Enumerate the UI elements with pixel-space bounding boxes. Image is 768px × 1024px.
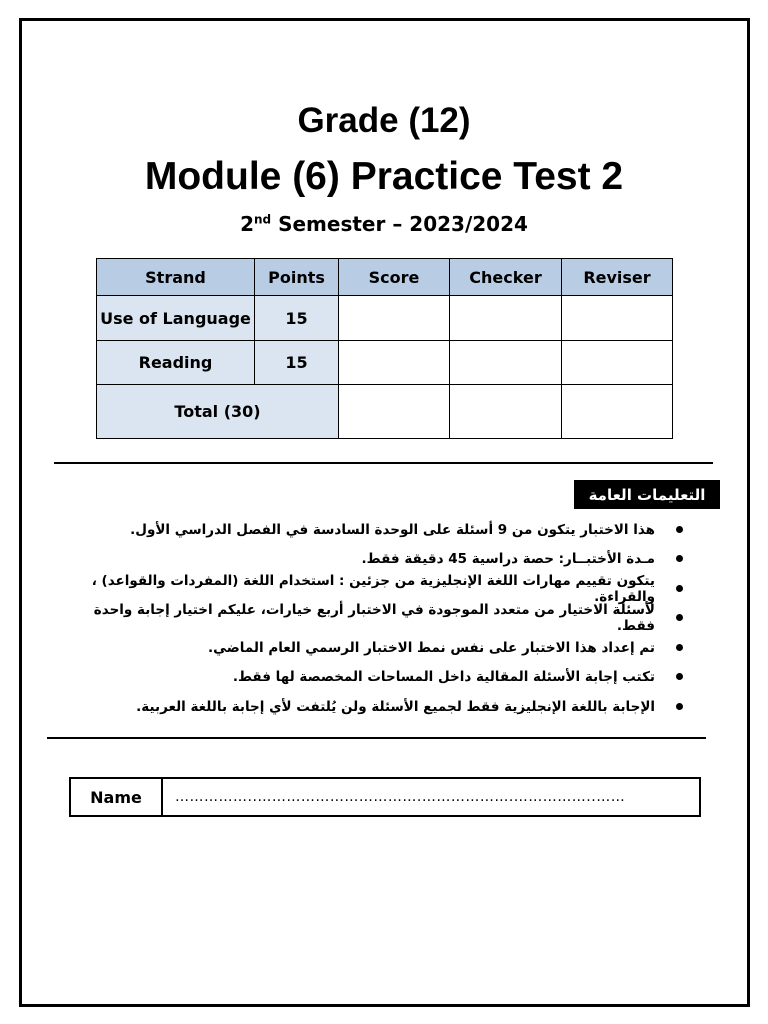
bullet-icon — [676, 526, 683, 533]
list-item — [60, 692, 685, 722]
reviser-cell[interactable] — [562, 296, 673, 341]
bullet-icon — [676, 644, 683, 651]
score-table-header-row — [97, 259, 673, 296]
instruction-text: تم إعداد هذا الاختبار على نفس نمط الاختبار الرسمي العام الماضي. — [207, 639, 655, 656]
bullet-icon — [676, 555, 683, 562]
semester-line — [0, 212, 768, 236]
points-use-of-language: 15 — [255, 296, 339, 341]
bullet-icon — [676, 585, 683, 592]
header-reviser: Reviser — [562, 259, 673, 296]
table-row-total — [97, 385, 673, 439]
instruction-text: تكتب إجابة الأسئلة المقالية داخل المساحات المخصصة لها فقط. — [232, 669, 655, 686]
grade-title: Grade (12) — [297, 101, 471, 140]
score-cell[interactable] — [339, 296, 450, 341]
instructions-list — [60, 515, 685, 722]
reviser-cell[interactable] — [562, 341, 673, 385]
instruction-text: الإجابة باللغة الإنجليزية فقط لجميع الأسئلة ولن يُلتفت لأي إجابة باللغة العربية. — [136, 698, 655, 715]
list-item — [60, 574, 685, 604]
score-cell[interactable] — [339, 341, 450, 385]
checker-cell[interactable] — [450, 341, 562, 385]
name-field — [69, 777, 701, 817]
score-table — [96, 258, 673, 439]
header-score: Score — [339, 259, 450, 296]
instruction-text: مـدة الأختبــار: حصة دراسية 45 دقيقة فقط. — [361, 551, 655, 568]
table-row — [97, 296, 673, 341]
total-label: Total (30) — [97, 385, 339, 439]
module-title: Module (6) Practice Test 2 — [144, 155, 624, 198]
total-reviser-cell[interactable] — [562, 385, 673, 439]
list-item — [60, 515, 685, 545]
instruction-text: لأسئلة الاختيار من متعدد الموجودة في الاختبار أربع خيارات، عليكم اختيار إجابة واحدة فقط. — [93, 602, 655, 635]
name-label: Name — [71, 779, 163, 815]
divider-top — [54, 462, 713, 464]
instructions-heading: التعليمات العامة — [574, 480, 720, 509]
name-input-line[interactable]: ……………..…………………………….……………….……………..…… — [175, 789, 626, 805]
semester-years: Semester – 2023/2024 — [271, 212, 528, 236]
instruction-text: يتكون تقييم مهارات اللغة الإنجليزية من جزئين : استخدام اللغة (المفردات والقواعد) ، والقراءة. — [91, 572, 655, 605]
bullet-icon — [676, 614, 683, 621]
list-item — [60, 633, 685, 663]
list-item — [60, 545, 685, 575]
bullet-icon — [676, 673, 683, 680]
table-row — [97, 341, 673, 385]
checker-cell[interactable] — [450, 296, 562, 341]
list-item — [60, 604, 685, 634]
divider-bottom — [47, 737, 706, 739]
semester-ordinal: 2 — [240, 212, 254, 236]
header-checker: Checker — [450, 259, 562, 296]
header-strand: Strand — [97, 259, 255, 296]
bullet-icon — [676, 703, 683, 710]
header-points: Points — [255, 259, 339, 296]
points-reading: 15 — [255, 341, 339, 385]
strand-use-of-language: Use of Language — [97, 296, 255, 341]
semester-ordinal-suffix: nd — [253, 212, 272, 227]
total-checker-cell[interactable] — [450, 385, 562, 439]
instruction-text: هذا الاختبار يتكون من 9 أسئلة على الوحدة السادسة في الفصل الدراسي الأول. — [130, 521, 655, 538]
total-score-cell[interactable] — [339, 385, 450, 439]
strand-reading: Reading — [97, 341, 255, 385]
list-item — [60, 663, 685, 693]
